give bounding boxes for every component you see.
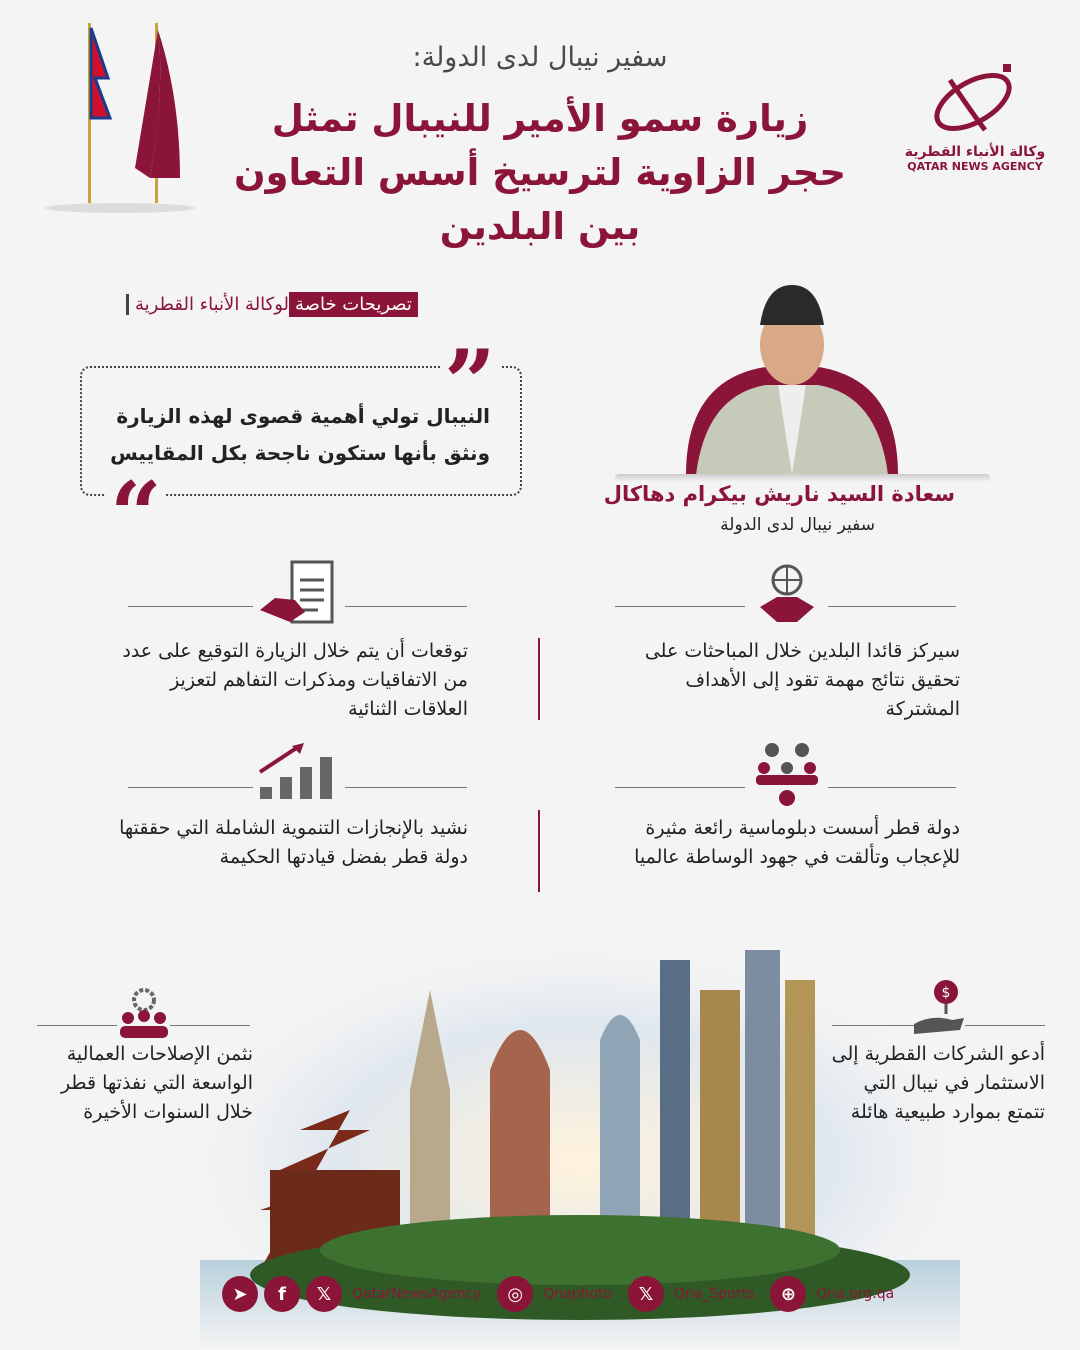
agreement-document-icon [260, 560, 342, 625]
svg-text:$: $ [941, 985, 951, 1001]
workers-gear-icon [118, 988, 170, 1040]
investment-hand-icon [912, 978, 967, 1038]
tag-rest: لوكالة الأنباء القطرية [135, 294, 290, 315]
growth-chart-icon [258, 742, 340, 807]
logo-english: QATAR NEWS AGENCY [907, 160, 1043, 173]
facebook-icon[interactable]: f [264, 1276, 300, 1312]
quote-line: ونثق بأنها ستكون ناجحة بكل المقاييس [110, 441, 490, 465]
divider [828, 787, 956, 788]
headline-line: زيارة سمو الأمير للنيبال تمثل [271, 97, 809, 140]
point-text: نثمن الإصلاحات العمالية الواسعة التي نفذتها قطر خلال السنوات الأخيرة [60, 1043, 253, 1123]
portrait-shadow [615, 474, 990, 482]
divider [345, 606, 467, 607]
ambassador-portrait [686, 285, 898, 475]
nepal-qatar-flags [40, 18, 200, 218]
point-text: أدعو الشركات القطرية إلى الاستثمار في نيبال التي تتمتع بموارد طبيعية هائلة [831, 1043, 1045, 1123]
qna-emblem-icon [925, 60, 1025, 140]
divider [615, 787, 745, 788]
logo-arabic: وكالة الأنباء القطرية [904, 144, 1046, 160]
social-label[interactable]: Qnaphoto [543, 1286, 613, 1302]
social-label[interactable]: Qna_Sports [674, 1286, 755, 1302]
divider [832, 1025, 917, 1026]
divider [170, 1025, 250, 1026]
vertical-divider [538, 638, 540, 720]
social-links [222, 1276, 904, 1312]
divider [828, 606, 956, 607]
tag-highlight: تصريحات خاصة [289, 292, 418, 317]
social-label[interactable]: Qna.org.qa [816, 1286, 895, 1302]
instagram-icon[interactable]: ◎ [497, 1276, 533, 1312]
headline-line: بين البلدين [439, 205, 641, 248]
divider [965, 1025, 1045, 1026]
globe-handshake-icon [752, 562, 822, 627]
qna-logo [900, 60, 1050, 173]
opening-quote-icon: “ [106, 470, 166, 514]
divider [345, 787, 467, 788]
headline-line: حجر الزاوية لترسيخ أسس التعاون [233, 151, 847, 194]
point-text: توقعات أن يتم خلال الزيارة التوقيع على عدد من الاتفاقيات ومذكرات التفاهم لتعزيز العلاقات الثنائية [122, 640, 468, 720]
x-icon[interactable]: 𝕏 [628, 1276, 664, 1312]
divider [37, 1025, 117, 1026]
social-label[interactable]: QatarNewsAgency [352, 1286, 482, 1302]
headline [230, 92, 850, 254]
point-text: دولة قطر أسست دبلوماسية رائعة مثيرة للإعجاب وتألقت في جهود الوساطة عالميا [634, 817, 960, 868]
vertical-divider [538, 810, 540, 892]
ambassador-role: سفير نيبال لدى الدولة [720, 515, 875, 535]
diplomacy-people-icon [752, 742, 822, 807]
closing-quote-icon: ” [440, 338, 500, 382]
subtitle: سفير نيبال لدى الدولة: [412, 42, 668, 73]
divider [615, 606, 745, 607]
special-statements-tag [126, 294, 418, 315]
quote-line: النيبال تولي أهمية قصوى لهذه الزيارة [116, 404, 490, 428]
globe-icon[interactable]: ⊕ [770, 1276, 806, 1312]
point-text: نشيد بالإنجازات التنموية الشاملة التي حققتها دولة قطر بفضل قيادتها الحكيمة [119, 817, 468, 868]
x-icon[interactable]: 𝕏 [306, 1276, 342, 1312]
point-text: سيركز قائدا البلدين خلال المباحثات على تحقيق نتائج مهمة تقود إلى الأهداف المشتركة [644, 640, 960, 720]
ambassador-name: سعادة السيد ناريش بيكرام دهاكال [603, 482, 955, 506]
divider [128, 606, 253, 607]
divider [128, 787, 253, 788]
telegram-icon[interactable]: ➤ [222, 1276, 258, 1312]
